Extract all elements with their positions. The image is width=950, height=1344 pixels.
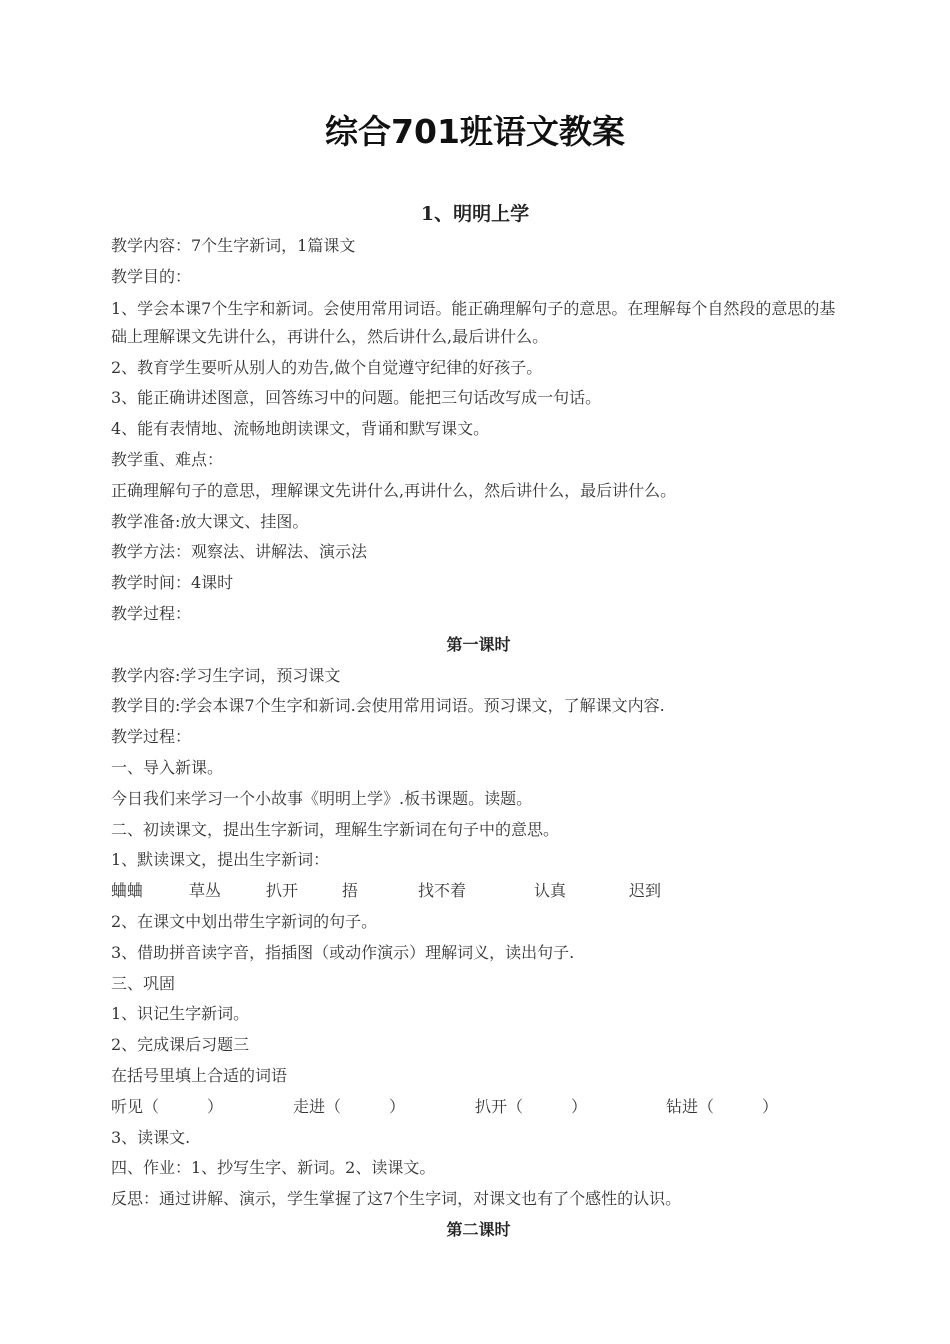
paragraph-line: 四、作业：1、抄写生字、新词。2、读课文。	[111, 1158, 436, 1178]
paragraph-line: 2、教育学生要听从别人的劝告,做个自觉遵守纪律的好孩子。	[111, 357, 543, 377]
paragraph-line: 教学重、难点：	[111, 449, 224, 469]
paragraph-line: 教学内容：7个生字新词，1篇课文	[111, 236, 356, 255]
paragraph-line: 1、识记生字新词。	[111, 1004, 250, 1024]
fill-blank-item: 走进（ ）	[293, 1096, 406, 1116]
paragraph-line: 反思：通过讲解、演示，学生掌握了这7个生字词，对课文也有了个感性的认识。	[111, 1189, 682, 1209]
paragraph-line: 教学内容:学习生字词，预习课文	[111, 665, 341, 685]
paragraph-line: 教学目的:学会本课7个生字和新词.会使用常用词语。预习课文，了解课文内容.	[111, 696, 665, 716]
paragraph-line: 4、能有表情地、流畅地朗读课文，背诵和默写课文。	[111, 419, 490, 439]
section-heading-lesson-1: 第一课时	[446, 634, 511, 654]
fill-blank-item: 扒开（ ）	[475, 1096, 588, 1116]
fill-blank-item: 听见（ ）	[111, 1096, 224, 1116]
new-words-list	[111, 876, 846, 907]
paragraph-line: 教学过程：	[111, 603, 192, 623]
paragraph-line: 今日我们来学习一个小故事《明明上学》.板书课题。读题。	[111, 788, 533, 808]
new-word: 捂	[342, 881, 359, 901]
paragraph-line: 教学过程：	[111, 727, 192, 747]
paragraph-line: 二、初读课文，提出生字新词，理解生字新词在句子中的意思。	[111, 819, 560, 839]
paragraph-line: 教学准备:放大课文、挂图。	[111, 511, 309, 531]
paragraph-line: 1、学会本课7个生字和新词。会使用常用词语。能正确理解句子的意思。在理解每个自然段的意思的基础上理解课文先讲什么，再讲什么，然后讲什么,最后讲什么。	[111, 298, 836, 346]
paragraph-line: 2、完成课后习题三	[111, 1035, 250, 1055]
paragraph-line: 教学目的：	[111, 266, 192, 286]
fill-blank-exercise	[111, 1092, 846, 1123]
paragraph-line: 3、能正确讲述图意，回答练习中的问题。能把三句话改写成一句话。	[111, 388, 602, 408]
fill-blank-item: 钻进（ ）	[666, 1096, 779, 1116]
document-title: 综合701班语文教案	[325, 112, 625, 151]
lesson-title: 1、明明上学	[420, 203, 530, 225]
section-heading-lesson-2: 第二课时	[446, 1219, 511, 1239]
paragraph-line: 教学方法：观察法、讲解法、演示法	[111, 542, 368, 562]
paragraph-line: 正确理解句子的意思，理解课文先讲什么,再讲什么，然后讲什么，最后讲什么。	[111, 480, 677, 500]
new-word: 认真	[534, 881, 567, 901]
paragraph-line: 1、默读课文，提出生字新词：	[111, 850, 330, 870]
paragraph-line: 教学时间：4课时	[111, 573, 234, 593]
document-body	[111, 231, 846, 1246]
paragraph-line: 一、导入新课。	[111, 757, 224, 777]
paragraph-line: 2、在课文中划出带生字新词的句子。	[111, 911, 378, 931]
new-word: 迟到	[629, 881, 662, 901]
new-word: 蛐蛐	[111, 881, 144, 901]
new-word: 草丛	[189, 881, 222, 901]
new-word: 找不着	[418, 881, 467, 901]
new-word: 扒开	[266, 881, 299, 901]
paragraph-line: 3、读课文.	[111, 1127, 191, 1147]
paragraph-line: 3、借助拼音读字音，指插图（或动作演示）理解词义，读出句子.	[111, 942, 575, 962]
paragraph-line: 在括号里填上合适的词语	[111, 1065, 288, 1085]
paragraph-line: 三、巩固	[111, 973, 176, 993]
